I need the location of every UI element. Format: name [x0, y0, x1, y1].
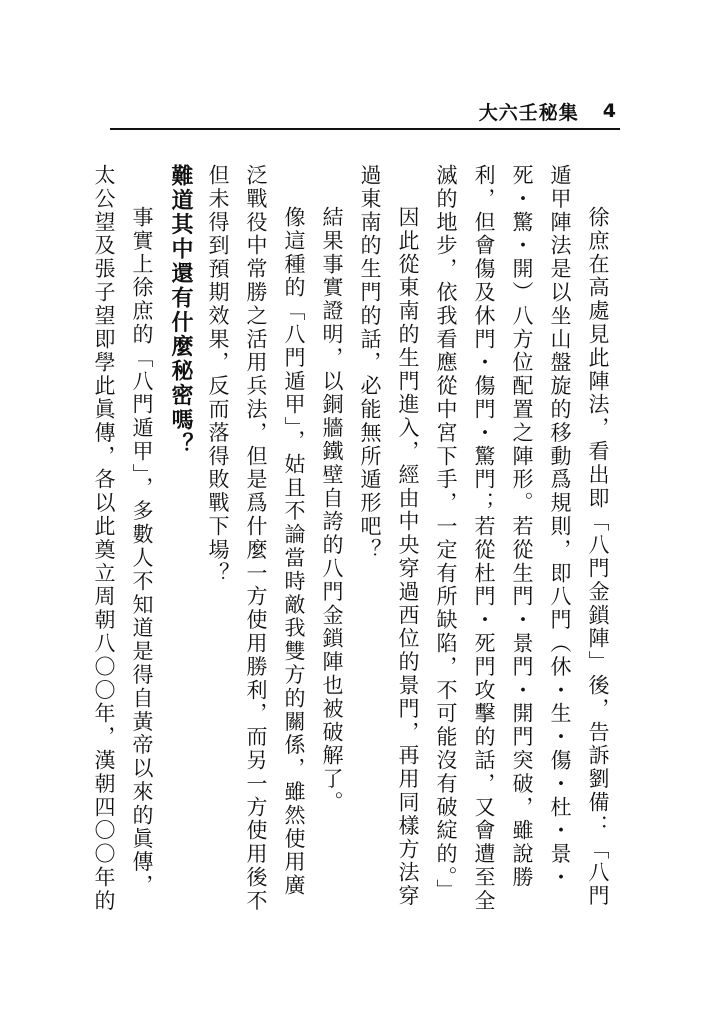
vertical-text-body [85, 164, 617, 944]
text-column: 泛戰役中常勝之活用兵法，但是爲什麼一方使用勝利，而另一方使用後不 [244, 164, 268, 913]
text-column: 滅的地步，依我看應從中宮下手，一定有所缺陷，不可能沒有破綻的。」 [434, 164, 458, 903]
running-header [479, 96, 617, 126]
text-column: 死・驚・開）八方位配置之陣形。若從生門・景門・開門突破，雖說勝 [510, 164, 534, 890]
page-number: 4 [602, 100, 617, 122]
text-column: 過東南的生門的話，必能無所遁形吧？ [358, 164, 382, 562]
text-column: 徐庶在高處見此陣法，看出即「八門金鎖陣」後，告訴劉備：「八門 [586, 206, 610, 908]
text-column: 但未得到預期效果，反而落得敗戰下場？ [206, 164, 230, 586]
text-column: 因此從東南的生門進入，經由中央穿過西位的景門，再用同樣方法穿 [396, 206, 420, 908]
text-column: 像這種的「八門遁甲」，姑且不論當時敵我雙方的關係，雖然使用廣 [282, 206, 306, 898]
text-column: 事實上徐庶的「八門遁甲」，多數人不知道是得自黃帝以來的眞傳， [130, 206, 154, 898]
text-column: 利，但會傷及休門・傷門・驚門；若從杜門・死門攻擊的話，又會遭至全 [472, 164, 496, 913]
header-rule [110, 128, 620, 130]
text-column: 太公望及張子望即學此眞傳，各以此奠立周朝八〇〇年，漢朝四〇〇年的 [92, 164, 116, 913]
section-heading: 難道其中還有什麼秘密嗎？ [168, 164, 193, 457]
text-column: 結果事實證明，以銅牆鐵壁自誇的八門金鎖陣也被破解了。 [320, 206, 344, 815]
book-title: 大六壬秘集 [478, 101, 579, 124]
text-column: 遁甲陣法是以坐山盤旋的移動爲規則，即八門（休・生・傷・杜・景・ [548, 164, 572, 890]
